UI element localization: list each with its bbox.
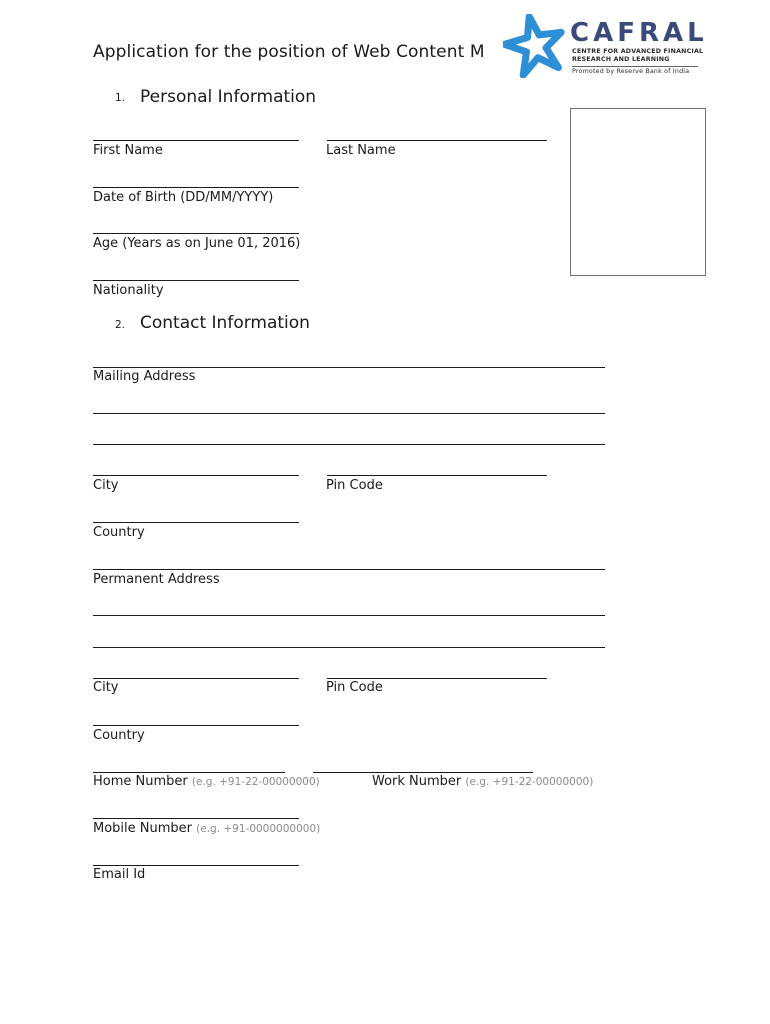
mobile-number-field[interactable] [93,818,299,819]
age-field[interactable] [93,233,299,234]
email-label: Email Id [93,867,146,882]
mailing-address-field[interactable] [93,367,605,368]
first-name-label: First Name [93,143,163,158]
logo-subtitle-1: CENTRE FOR ADVANCED FINANCIAL [572,48,704,55]
mobile-number-label [93,821,320,836]
mailing-address-line-3[interactable] [93,444,605,445]
pin-code-field[interactable] [327,475,547,476]
work-number-text: Work Number [372,774,462,789]
last-name-field[interactable] [327,140,547,141]
home-number-field[interactable] [93,772,285,773]
country-field[interactable] [93,522,299,523]
page-title: Application for the position of Web Content M [93,42,485,62]
permanent-city-field[interactable] [93,678,299,679]
work-number-field[interactable] [313,772,533,773]
section-title-contact: Contact Information [140,313,310,333]
section-number: 2. [115,319,126,331]
nationality-field[interactable] [93,280,299,281]
nationality-label: Nationality [93,283,164,298]
permanent-city-label: City [93,680,119,695]
city-label: City [93,478,119,493]
email-field[interactable] [93,865,299,866]
age-label: Age (Years as on June 01, 2016) [93,236,301,251]
work-number-label [372,774,593,789]
logo-subtitle-2: RESEARCH AND LEARNING [572,56,670,63]
logo-wordmark: CAFRAL [570,18,708,48]
pin-code-label: Pin Code [326,478,383,493]
permanent-address-line-2[interactable] [93,615,605,616]
permanent-address-label: Permanent Address [93,572,220,587]
permanent-pin-code-label: Pin Code [326,680,383,695]
home-number-label [93,774,320,789]
home-number-text: Home Number [93,774,188,789]
mobile-number-hint: (e.g. +91-0000000000) [196,823,321,835]
permanent-country-label: Country [93,728,145,743]
city-field[interactable] [93,475,299,476]
home-number-hint: (e.g. +91-22-00000000) [191,776,320,788]
mailing-address-label: Mailing Address [93,369,196,384]
mailing-address-line-2[interactable] [93,413,605,414]
logo-divider [572,66,698,67]
logo-tagline: Promoted by Reserve Bank of India [572,68,690,75]
permanent-address-field[interactable] [93,569,605,570]
first-name-field[interactable] [93,140,299,141]
country-label: Country [93,525,145,540]
mobile-number-text: Mobile Number [93,821,192,836]
permanent-country-field[interactable] [93,725,299,726]
permanent-pin-code-field[interactable] [327,678,547,679]
work-number-hint: (e.g. +91-22-00000000) [465,776,594,788]
dob-label: Date of Birth (DD/MM/YYYY) [93,190,274,205]
permanent-address-line-3[interactable] [93,647,605,648]
section-number: 1. [115,92,126,104]
last-name-label: Last Name [326,143,396,158]
photo-box [570,108,706,276]
dob-field[interactable] [93,187,299,188]
section-title-personal: Personal Information [140,87,317,107]
